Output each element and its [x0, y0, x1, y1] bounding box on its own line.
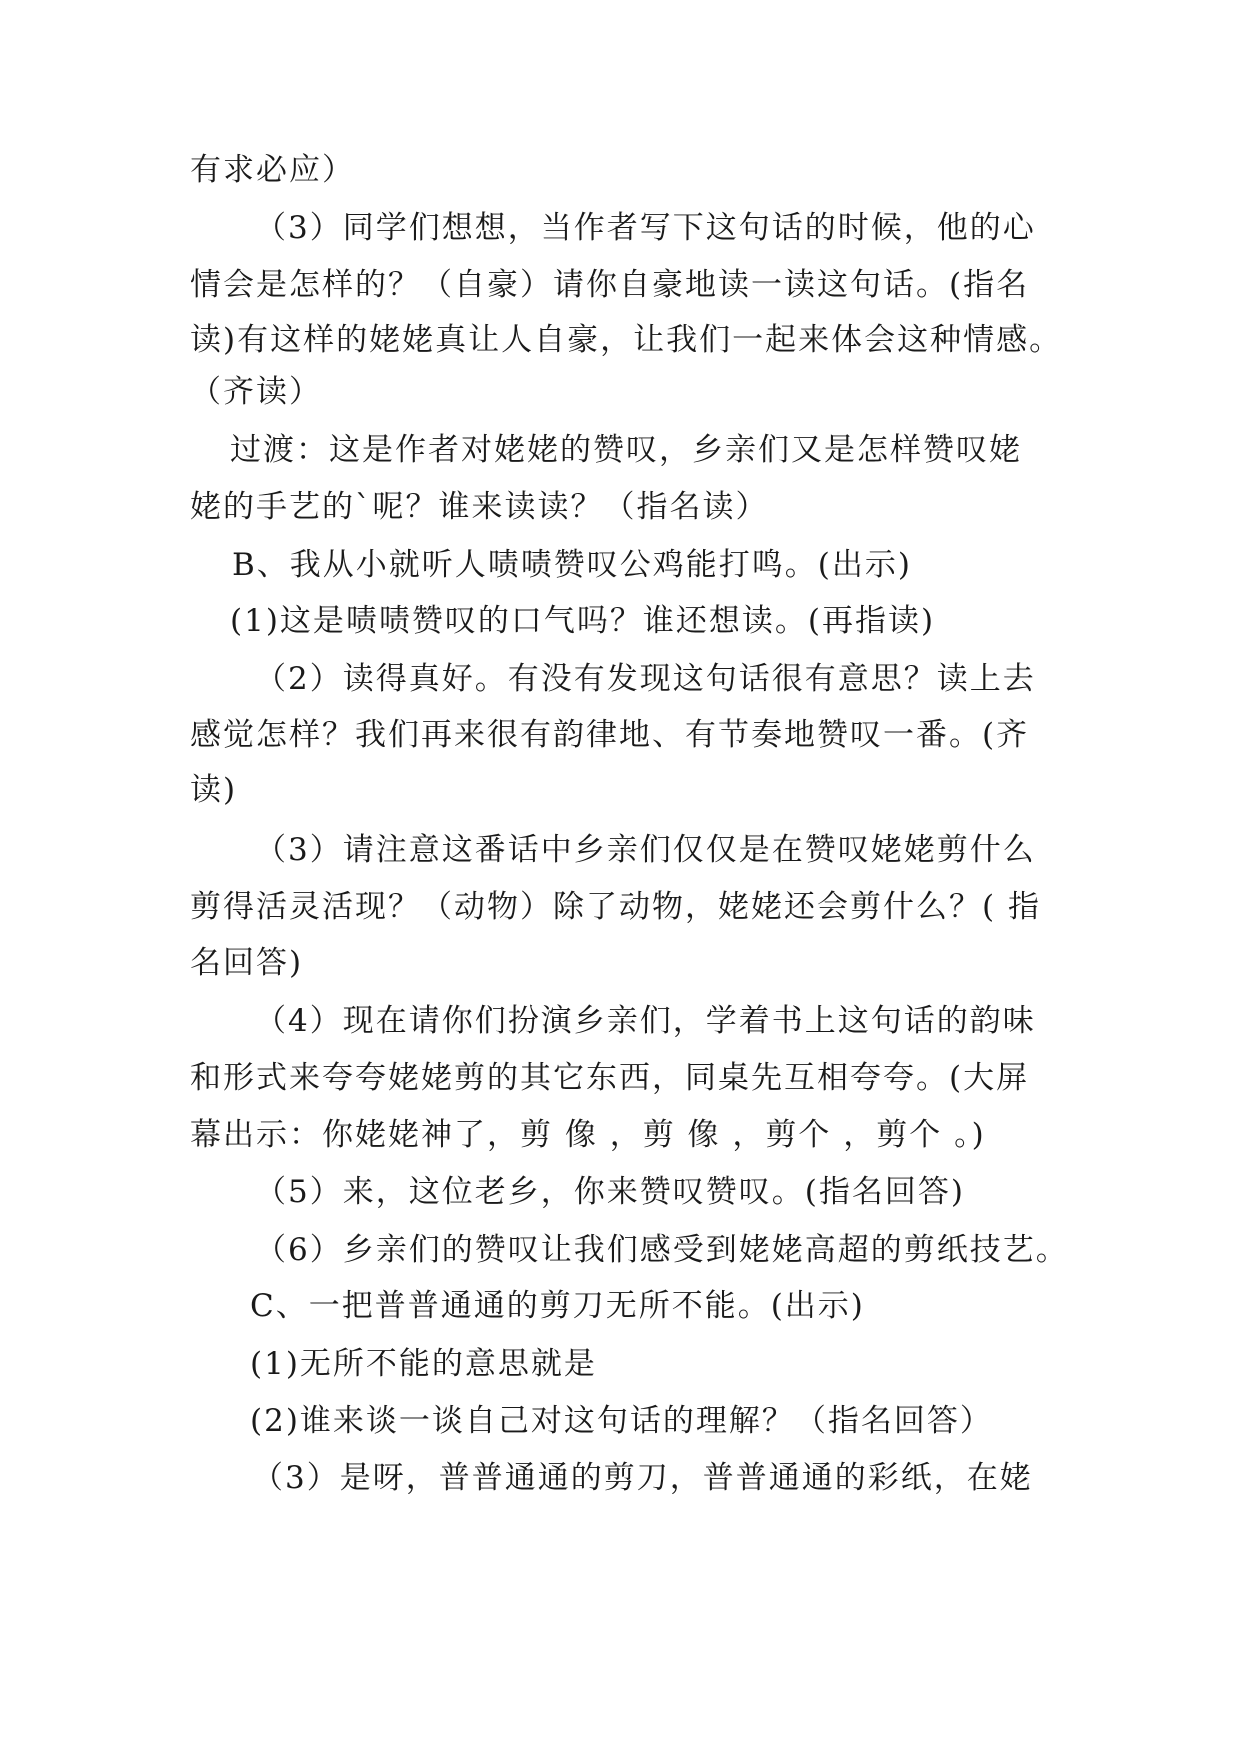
text-line: 剪得活灵活现？（动物）除了动物，姥姥还会剪什么？( 指 — [190, 889, 1041, 925]
text-line: 和形式来夸夸姥姥剪的其它东西，同桌先互相夸夸。(大屏 — [190, 1060, 1030, 1096]
text-line: （6）乡亲们的赞叹让我们感受到姥姥高超的剪纸技艺。 — [255, 1232, 1069, 1268]
text-line: 读)有这样的姥姥真让人自豪，让我们一起来体会这种情感。 — [190, 322, 1063, 358]
text-line: 感觉怎样？我们再来很有韵律地、有节奏地赞叹一番。(齐 — [190, 717, 1030, 753]
text-line: 有求必应） — [190, 152, 355, 188]
text-line: (2)谁来谈一谈自己对这句话的理解？（指名回答） — [250, 1403, 993, 1439]
text-line: （3）是呀，普普通通的剪刀，普普通通的彩纸，在姥 — [252, 1460, 1033, 1496]
text-line: （2）读得真好。有没有发现这句话很有意思？读上去 — [255, 661, 1036, 697]
text-line: 情会是怎样的？（自豪）请你自豪地读一读这句话。(指名 — [190, 267, 1030, 303]
text-line: (1)这是啧啧赞叹的口气吗？谁还想读。(再指读) — [230, 603, 936, 639]
text-line: （齐读） — [190, 374, 322, 410]
text-line: 名回答) — [190, 945, 304, 981]
text-line: (1)无所不能的意思就是 — [250, 1346, 597, 1382]
text-line: （5）来，这位老乡，你来赞叹赞叹。(指名回答) — [255, 1174, 965, 1210]
text-line: （3）同学们想想，当作者写下这句话的时候，他的心 — [255, 210, 1036, 246]
text-line: 幕出示：你姥姥神了，剪 像 ，剪 像 ，剪个 ，剪个 。) — [190, 1117, 986, 1153]
text-line: （3）请注意这番话中乡亲们仅仅是在赞叹姥姥剪什么 — [255, 832, 1036, 868]
text-line: C、一把普普通通的剪刀无所不能。(出示) — [250, 1288, 865, 1324]
text-line: （4）现在请你们扮演乡亲们，学着书上这句话的韵味 — [255, 1003, 1036, 1039]
text-line: B、我从小就听人啧啧赞叹公鸡能打鸣。(出示) — [232, 547, 912, 583]
text-line: 过渡：这是作者对姥姥的赞叹，乡亲们又是怎样赞叹姥 — [230, 432, 1022, 468]
text-line: 读) — [190, 772, 238, 808]
text-line: 姥的手艺的`呢？谁来读读？（指名读） — [190, 489, 769, 525]
